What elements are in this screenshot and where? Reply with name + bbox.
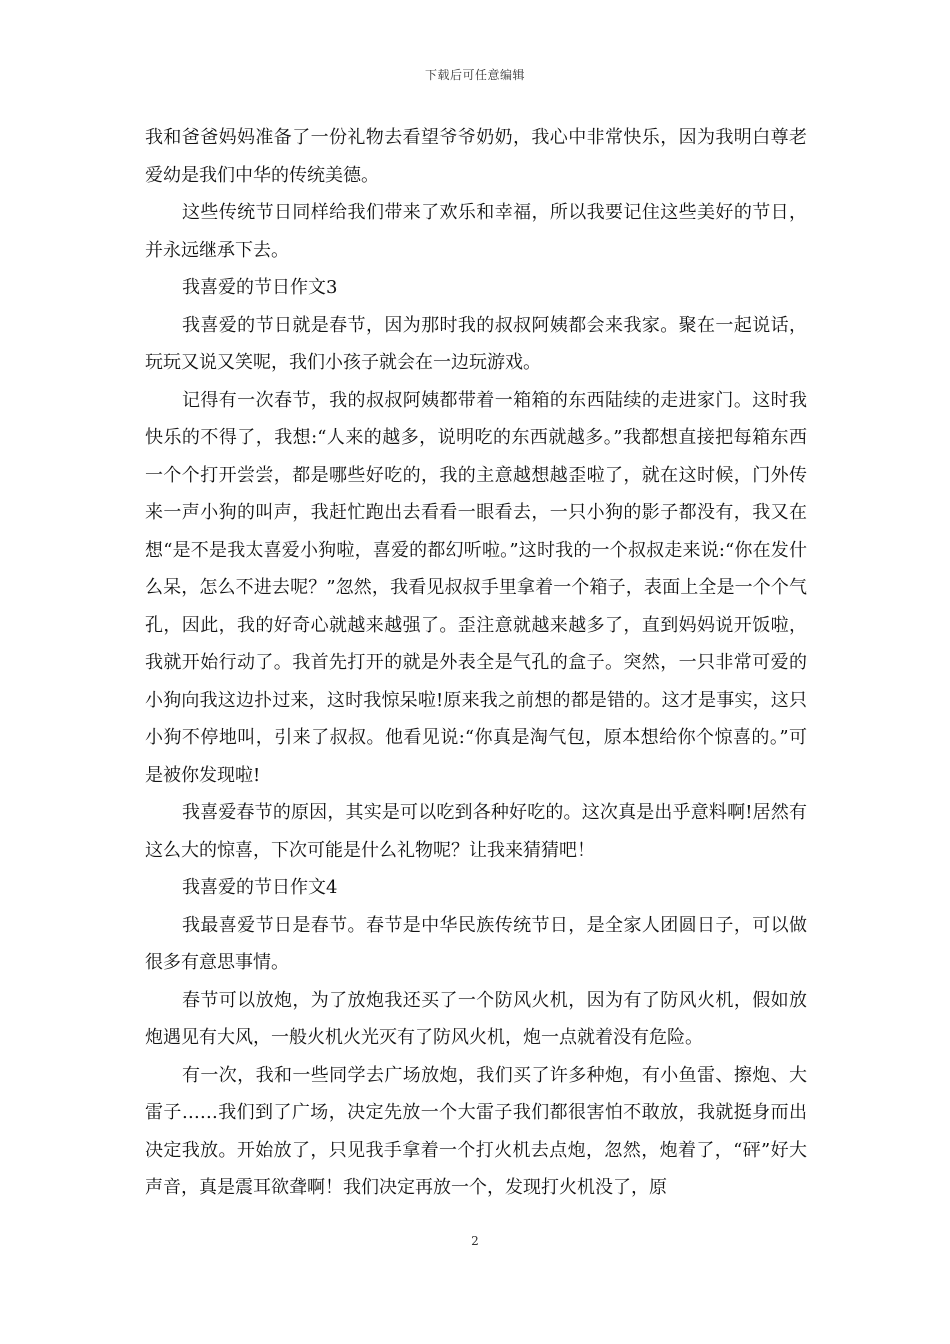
paragraph: 我喜爱的节日就是春节，因为那时我的叔叔阿姨都会来我家。聚在一起说话，玩玩又说又笑呢，我们小孩子就会在一边玩游戏。 <box>145 314 807 373</box>
paragraph: 春节可以放炮，为了放炮我还买了一个防风火机，因为有了防风火机，假如放炮遇见有大风，一般火机火光灭有了防风火机，炮一点就着没有危险。 <box>145 989 807 1048</box>
page-number: 2 <box>471 1234 479 1248</box>
paragraph: 这些传统节日同样给我们带来了欢乐和幸福，所以我要记住这些美好的节日，并永远继承下去。 <box>145 202 807 261</box>
essay-heading-3: 我喜爱的节日作文3 <box>182 277 338 298</box>
paragraph-continuation: 我和爸爸妈妈准备了一份礼物去看望爷爷奶奶，我心中非常快乐，因为我明白尊老爱幼是我们中华的传统美德。 <box>145 127 807 186</box>
page-header: 下载后可任意编辑 <box>424 68 525 82</box>
paragraph: 我最喜爱节日是春节。春节是中华民族传统节日，是全家人团圆日子，可以做很多有意思事情。 <box>145 914 807 973</box>
paragraph: 有一次，我和一些同学去广场放炮，我们买了许多种炮，有小鱼雷、擦炮、大雷子……我们到了广场，决定先放一个大雷子我们都很害怕不敢放，我就挺身而出决定我放。开始放了，只见我手拿着一个打火机去点炮，忽然，炮着了，“砰”好大声音，真是震耳欲聋啊！我们决定再放一个，发现打火机没了，原 <box>145 1064 807 1198</box>
paragraph: 我喜爱春节的原因，其实是可以吃到各种好吃的。这次真是出乎意料啊!居然有这么大的惊喜，下次可能是什么礼物呢？让我来猜猜吧！ <box>145 802 807 861</box>
paragraph: 记得有一次春节，我的叔叔阿姨都带着一箱箱的东西陆续的走进家门。这时我快乐的不得了，我想:“人来的越多，说明吃的东西就越多。”我都想直接把每箱东西一个个打开尝尝，都是哪些好吃的，我的主意越想越歪啦了，就在这时候，门外传来一声小狗的叫声，我赶忙跑出去看看一眼看去，一只小狗的影子都没有，我又在想“是不是我太喜爱小狗啦，喜爱的都幻听啦。”这时我的一个叔叔走来说:“你在发什么呆，怎么不进去呢？”忽然，我看见叔叔手里拿着一个箱子，表面上全是一个个气孔，因此，我的好奇心就越来越强了。歪注意就越来越多了，直到妈妈说开饭啦，我就开始行动了。我首先打开的就是外表全是气孔的盒子。突然，一只非常可爱的小狗向我这边扑过来，这时我惊呆啦!原来我之前想的都是错的。这才是事实，这只小狗不停地叫，引来了叔叔。他看见说:“你真是淘气包，原本想给你个惊喜的。”可是被你发现啦! <box>145 389 807 786</box>
document-body <box>145 119 807 1207</box>
essay-heading-4: 我喜爱的节日作文4 <box>182 877 338 898</box>
